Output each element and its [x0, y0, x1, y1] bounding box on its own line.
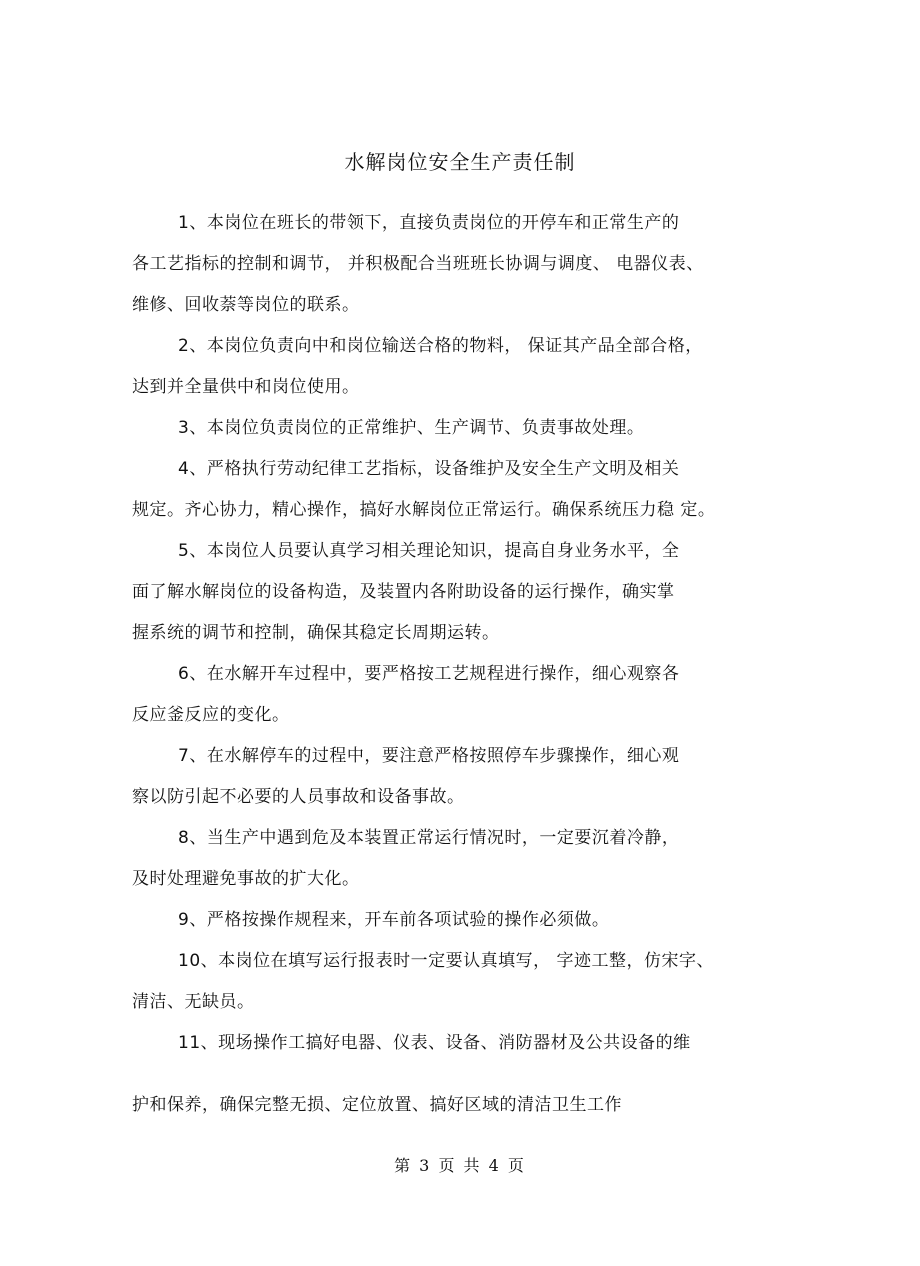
- page-number-footer: 第 3 页 共 4 页: [394, 1156, 526, 1175]
- paragraph-line: 2、本岗位负责向中和岗位输送合格的物料， 保证其产品全部合格，: [178, 336, 703, 356]
- paragraph-line: 7、在水解停车的过程中，要注意严格按照停车步骤操作，细心观: [178, 746, 680, 766]
- paragraph-line: 3、本岗位负责岗位的正常维护、生产调节、负责事故处理。: [178, 418, 645, 438]
- paragraph-line: 察以防引起不必要的人员事故和设备事故。: [132, 787, 465, 807]
- paragraph-line: 8、当生产中遇到危及本装置正常运行情况时，一定要沉着冷静，: [178, 828, 680, 848]
- paragraph-line: 各工艺指标的控制和调节， 并积极配合当班班长协调与调度、 电器仪表、: [132, 254, 704, 274]
- document-title: 水解岗位安全生产责任制: [344, 150, 576, 174]
- paragraph-line: 清洁、无缺员。: [132, 992, 255, 1012]
- paragraph-line: 面了解水解岗位的设备构造，及装置内各附助设备的运行操作，确实掌: [132, 582, 675, 602]
- paragraph-line: 9、严格按操作规程来，开车前各项试验的操作必须做。: [178, 910, 610, 930]
- paragraph-line: 反应釜反应的变化。: [132, 705, 290, 725]
- paragraph-line: 握系统的调节和控制，确保其稳定长周期运转。: [132, 623, 500, 643]
- paragraph-line: 1、本岗位在班长的带领下，直接负责岗位的开停车和正常生产的: [178, 213, 680, 233]
- paragraph-line: 4、严格执行劳动纪律工艺指标，设备维护及安全生产文明及相关: [178, 459, 680, 479]
- paragraph-line: 5、本岗位人员要认真学习相关理论知识，提高自身业务水平，全: [178, 541, 680, 561]
- paragraph-line: 规定。齐心协力，精心操作，搞好水解岗位正常运行。确保系统压力稳 定。: [132, 500, 716, 520]
- paragraph-line: 达到并全量供中和岗位使用。: [132, 377, 360, 397]
- paragraph-line: 10、本岗位在填写运行报表时一定要认真填写， 字迹工整，仿宋字、: [178, 951, 715, 971]
- paragraph-line: 护和保养，确保完整无损、定位放置、搞好区域的清洁卫生工作: [132, 1095, 622, 1115]
- paragraph-line: 6、在水解开车过程中，要严格按工艺规程进行操作，细心观察各: [178, 664, 680, 684]
- paragraph-line: 11、现场操作工搞好电器、仪表、设备、消防器材及公共设备的维: [178, 1033, 691, 1053]
- paragraph-line: 维修、回收萘等岗位的联系。: [132, 295, 360, 315]
- paragraph-line: 及时处理避免事故的扩大化。: [132, 869, 360, 889]
